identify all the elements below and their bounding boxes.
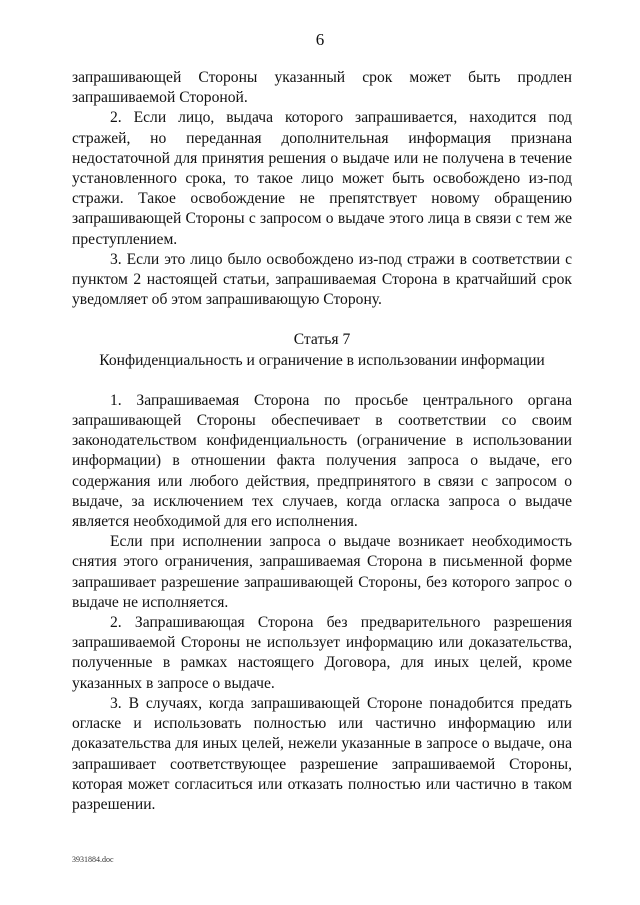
- paragraph-item-3: 3. Если это лицо было освобождено из-под стражи в соответствии с пунктом 2 настоящей статьи, запрашиваемая Сторона в кратчайший срок уведомляет об этом запрашивающую Сторону.: [72, 250, 572, 309]
- paragraph-continuation: запрашивающей Стороны указанный срок может быть продлен запрашиваемой Стороной.: [72, 69, 572, 107]
- article-paragraph-1: 1. Запрашиваемая Сторона по просьбе центрального органа запрашивающей Стороны обеспечивает в соответствии со своим законодательством конфиденциальность (ограничение в использовании информации) в отношении факта получения запроса о выдаче, его содержания или любого действия, предпринятого в связи с запросом о выдаче, за исключением тех случаев, когда огласка запроса о выдаче является необходимой для его исполнения.: [72, 391, 572, 531]
- document-body: [72, 68, 572, 815]
- article-title: Конфиденциальность и ограничение в использовании информации: [99, 351, 545, 369]
- article-paragraph-1-cont: Если при исполнении запроса о выдаче возникает необходимость снятия этого ограничения, запрашиваемая Сторона в письменной форме запрашивает разрешение запрашивающей Стороны, без которого запрос о выдаче не исполняется.: [72, 533, 572, 611]
- article-heading: Статья 7: [293, 331, 351, 349]
- article-paragraph-3: 3. В случаях, когда запрашивающей Стороне понадобится предать огласке и использовать полностью или частично информацию или доказательства для иных целей, нежели указанные в запросе о выдаче, она запрашивает соответствующее разрешение запрашиваемой Стороны, которая может согласиться или отказать полностью или частично в таком разрешении.: [72, 694, 572, 813]
- paragraph-item-2: 2. Если лицо, выдача которого запрашивается, находится под стражей, но переданная дополнительная информация признана недостаточной для принятия решения о выдаче или не получена в течение установленного срока, то такое лицо может быть освобождено из-под стражи. Такое освобождение не препятствует новому обращению запрашивающей Стороны с запросом о выдаче этого лица в связи с тем же преступлением.: [72, 109, 572, 248]
- document-id: 3931884.doc: [72, 855, 114, 864]
- page-number: 6: [315, 30, 325, 49]
- article-paragraph-2: 2. Запрашивающая Сторона без предварительного разрешения запрашиваемой Стороны не использует информацию или доказательства, полученные в рамках настоящего Договора, для иных целей, кроме указанных в запросе о выдаче.: [72, 614, 572, 692]
